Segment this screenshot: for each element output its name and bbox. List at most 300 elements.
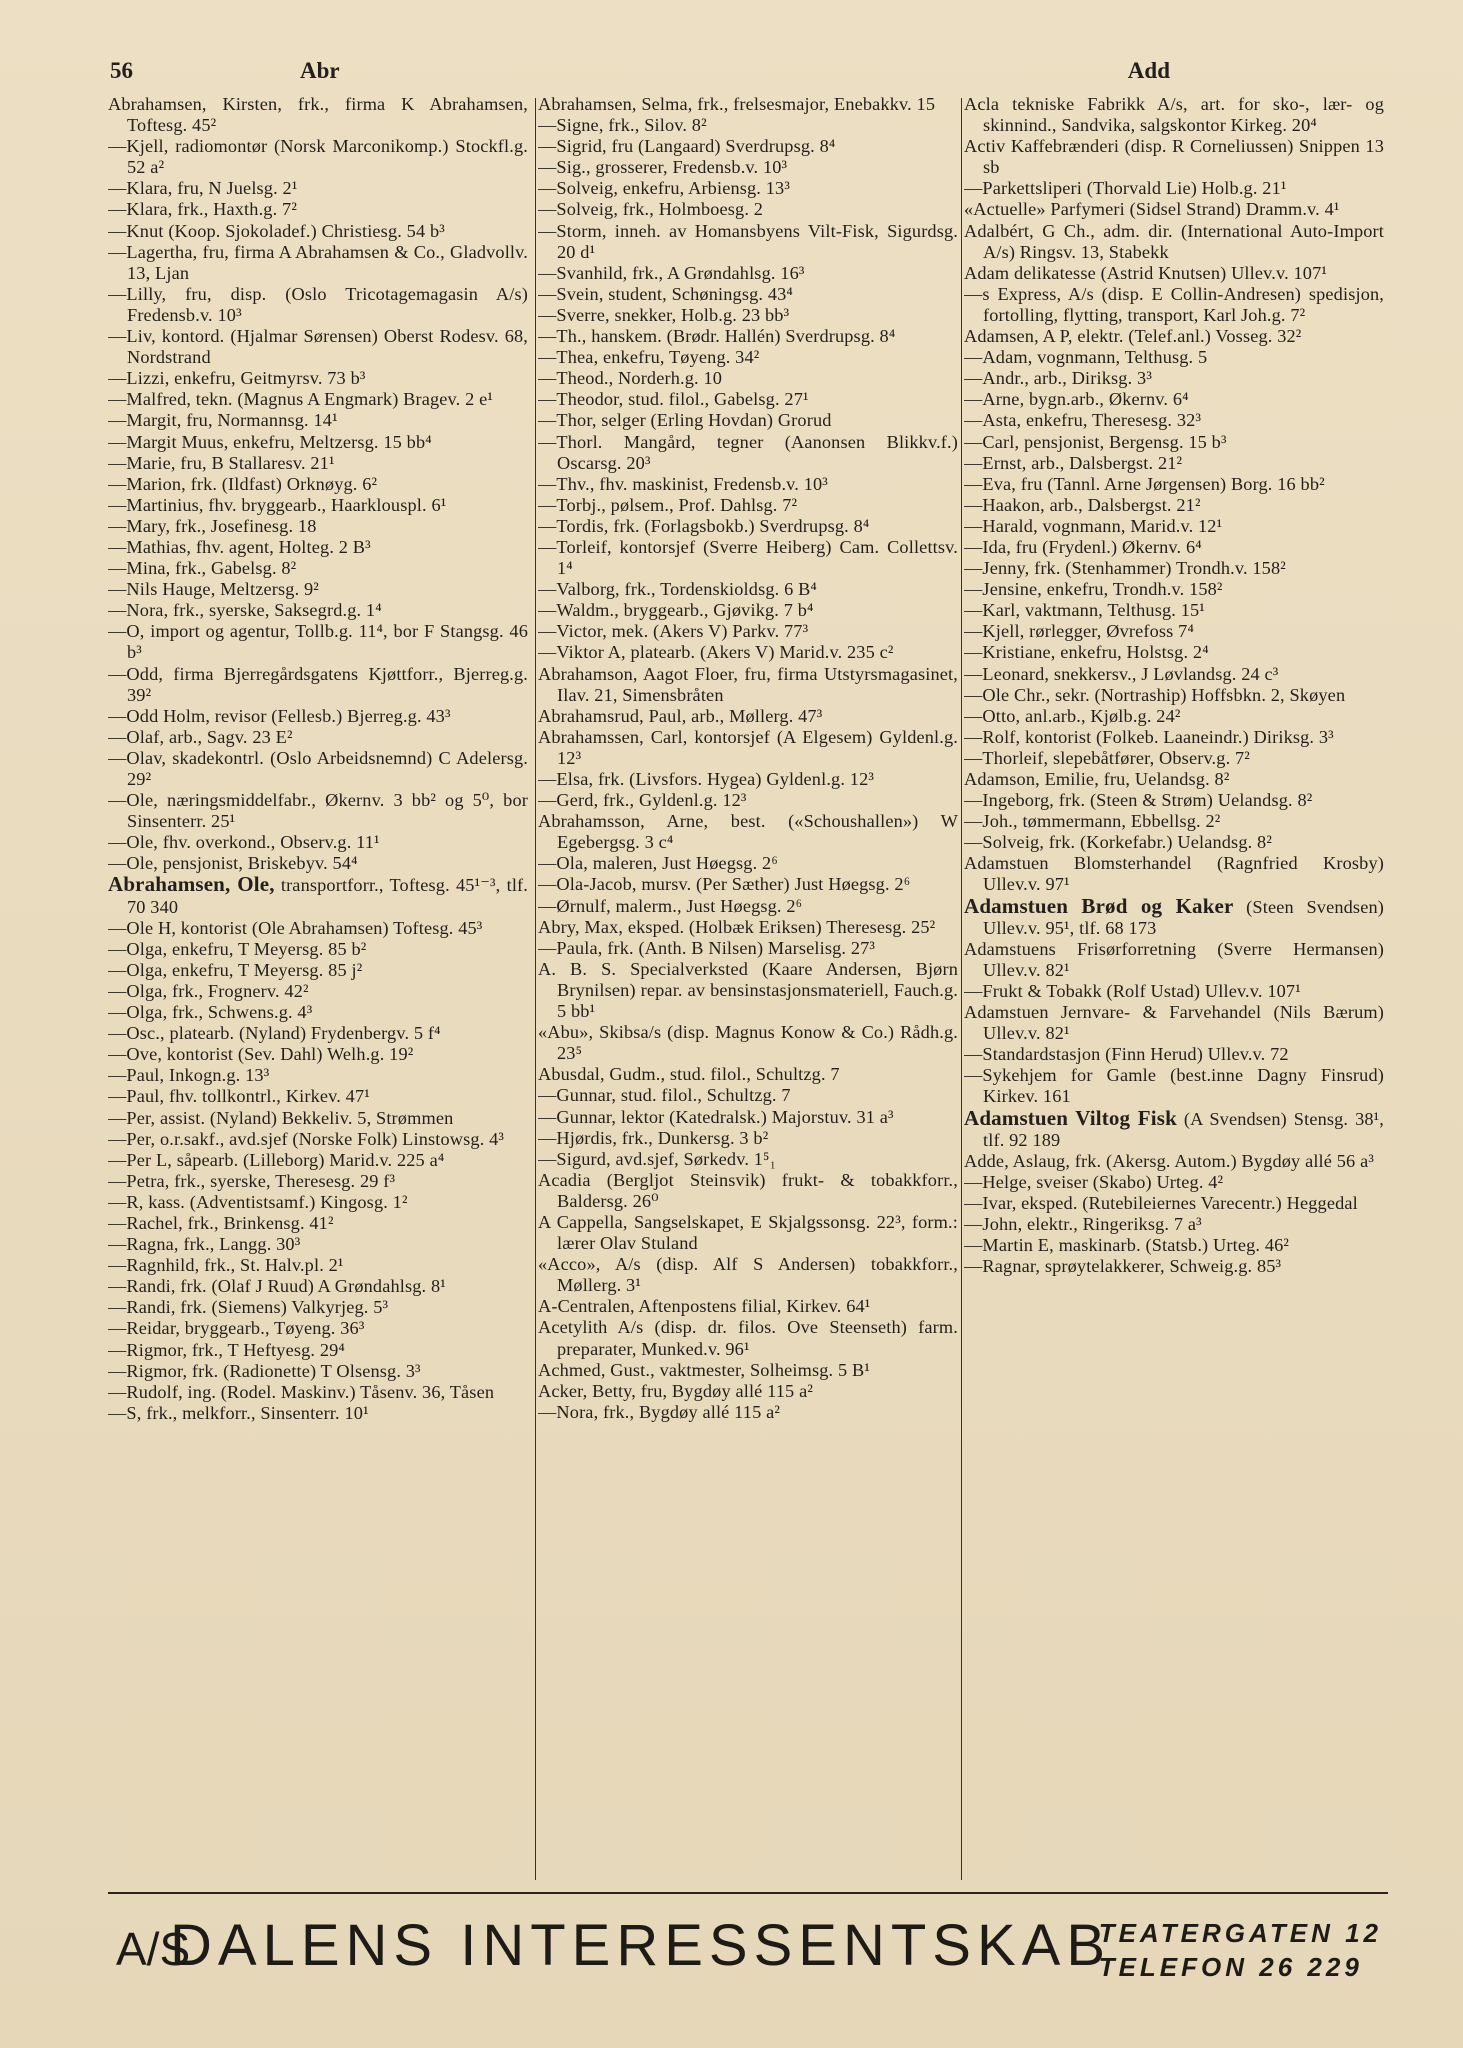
directory-entry	[538, 642, 958, 663]
entry-text: Adamstuens Frisørforretning (Sverre Hermansen) Ullev.v. 82¹	[964, 938, 1384, 980]
entry-text: Abrahamsen, Selma, frk., frelsesmajor, Enebakkv. 15	[538, 94, 936, 114]
entry-text: —Marion, frk. (Ildfast) Orknøyg. 6²	[108, 473, 378, 494]
entry-text: —Svanhild, frk., A Grøndahlsg. 16³	[538, 262, 805, 283]
directory-entry	[538, 938, 958, 959]
directory-entry	[108, 1297, 528, 1318]
directory-entry	[538, 769, 958, 790]
directory-entry	[108, 1023, 528, 1044]
directory-entry	[538, 115, 958, 136]
entry-text: —Joh., tømmermann, Ebbellsg. 2²	[964, 811, 1221, 832]
entry-text: —Olga, frk., Schwens.g. 4³	[108, 1002, 313, 1023]
directory-entry	[964, 178, 1384, 199]
directory-entry	[964, 94, 1384, 136]
directory-entry	[964, 727, 1384, 748]
entry-text: —Rigmor, frk., T Heftyesg. 29⁴	[108, 1339, 345, 1360]
entry-text: transportforr., Toftesg. 45¹⁻³, tlf. 70 340	[127, 875, 528, 917]
entry-text: —Torbj., pølsem., Prof. Dahlsg. 7²	[538, 494, 798, 515]
entry-text: —Ragnhild, frk., St. Halv.pl. 2¹	[108, 1255, 344, 1276]
directory-entry	[964, 1235, 1384, 1256]
entry-text: —Asta, enkefru, Theresesg. 32³	[964, 410, 1202, 431]
directory-entry	[538, 495, 958, 516]
entry-text: Abusdal, Gudm., stud. filol., Schultzg. 7	[538, 1064, 840, 1085]
directory-entry	[538, 221, 958, 263]
entry-text: —Helge, sveiser (Skabo) Urteg. 4²	[964, 1171, 1224, 1192]
entry-text: —Victor, mek. (Akers V) Parkv. 77³	[538, 621, 809, 642]
directory-entry	[964, 347, 1384, 368]
entry-text: Acetylith A/s (disp. dr. filos. Ove Steenseth) farm. preparater, Munked.v. 96¹	[538, 1317, 958, 1359]
directory-entry	[108, 664, 528, 706]
entry-text: —Ole, fhv. overkond., Observ.g. 11¹	[108, 832, 380, 853]
entry-text: —Osc., platearb. (Nyland) Frydenbergv. 5 f⁴	[108, 1023, 441, 1044]
directory-entry	[964, 1044, 1384, 1065]
entry-text: —John, elektr., Ringeriksg. 7 a³	[964, 1213, 1202, 1234]
ad-address-phone: TELEFON 26 229	[1098, 1952, 1363, 1982]
directory-entry	[964, 600, 1384, 621]
directory-entry	[108, 1108, 528, 1129]
entry-text: —Ragnar, sprøytelakkerer, Schweig.g. 85³	[964, 1256, 1282, 1277]
directory-entry	[964, 685, 1384, 706]
entry-heading: Adamstuen Viltog Fisk	[964, 1105, 1177, 1130]
entry-text: —Sverre, snekker, Holb.g. 23 bb³	[538, 304, 790, 325]
directory-entry	[538, 1317, 958, 1359]
entry-text: —Sig., grosserer, Fredensb.v. 10³	[538, 157, 788, 178]
entry-text: «Actuelle» Parfymeri (Sidsel Strand) Dramm.v. 4¹	[964, 199, 1340, 220]
page-number: 56	[110, 58, 133, 83]
entry-text: —Martinius, fhv. bryggearb., Haarklouspl. 6¹	[108, 494, 447, 515]
directory-entry	[538, 1022, 958, 1064]
entry-text: —Adam, vognmann, Telthusg. 5	[964, 347, 1208, 368]
column-divider	[961, 98, 962, 1880]
entry-text: —Theod., Norderh.g. 10	[538, 368, 723, 389]
directory-entry	[538, 347, 958, 368]
directory-columns	[108, 94, 1390, 1894]
entry-text: —Sigrid, fru (Langaard) Sverdrupsg. 8⁴	[538, 136, 836, 157]
entry-text: —Harald, vognmann, Marid.v. 12¹	[964, 515, 1223, 536]
guide-word-left: Abr	[300, 58, 340, 83]
directory-entry	[964, 368, 1384, 389]
directory-entry	[538, 305, 958, 326]
entry-text: —Per L, såpearb. (Lilleborg) Marid.v. 225 a⁴	[108, 1149, 445, 1170]
directory-entry	[108, 221, 528, 242]
directory-entry	[964, 516, 1384, 537]
entry-text: —Ingeborg, frk. (Steen & Strøm) Uelandsg. 8²	[964, 790, 1313, 811]
guide-word-right: Add	[1127, 58, 1170, 83]
directory-entry	[964, 453, 1384, 474]
entry-text: —Storm, inneh. av Homansbyens Vilt-Fisk, Sigurdsg. 20 d¹	[538, 220, 958, 262]
entry-text: —Randi, frk. (Olaf J Ruud) A Grøndahlsg. 8¹	[108, 1276, 446, 1297]
entry-text: —Odd Holm, revisor (Fellesb.) Bjerreg.g. 43³	[108, 705, 451, 726]
directory-entry	[108, 453, 528, 474]
directory-entry	[108, 706, 528, 727]
directory-entry	[108, 960, 528, 981]
directory-entry	[108, 199, 528, 220]
entry-text: —Olga, frk., Frognerv. 42²	[108, 980, 309, 1001]
directory-entry	[964, 537, 1384, 558]
entry-text: —Ragna, frk., Langg. 30³	[108, 1234, 301, 1255]
entry-text: —Martin E, maskinarb. (Statsb.) Urteg. 46²	[964, 1235, 1290, 1256]
directory-entry	[538, 199, 958, 220]
entry-text: Activ Kaffebrænderi (disp. R Corneliussen) Snippen 13 sb	[964, 136, 1384, 178]
entry-text: —Ørnulf, malerm., Just Høegsg. 2⁶	[538, 895, 803, 916]
ad-company-prefix: A/S	[116, 1923, 191, 1975]
directory-entry	[538, 1170, 958, 1212]
directory-entry	[964, 832, 1384, 853]
directory-entry	[538, 326, 958, 347]
entry-text: —Solveig, enkefru, Arbiensg. 13³	[538, 178, 790, 199]
directory-entry	[964, 136, 1384, 178]
directory-entry	[964, 853, 1384, 895]
ad-address-street: TEATERGATEN 12	[1098, 1918, 1382, 1948]
column-1	[108, 94, 528, 1894]
directory-entry	[108, 474, 528, 495]
directory-entry	[538, 1064, 958, 1085]
directory-entry	[964, 811, 1384, 832]
entry-text: —Lilly, fru, disp. (Oslo Tricotagemagasin A/s) Fredensb.v. 10³	[108, 283, 528, 325]
directory-entry	[964, 474, 1384, 495]
directory-entry	[108, 853, 528, 874]
directory-entry	[108, 1213, 528, 1234]
entry-text: Abrahamssen, Carl, kontorsjef (A Elgesem) Gyldenl.g. 12³	[538, 726, 958, 768]
directory-entry	[108, 410, 528, 431]
directory-entry	[538, 368, 958, 389]
entry-text: —Andr., arb., Diriksg. 3³	[964, 368, 1152, 389]
entry-text: Adamstuen Jernvare- & Farvehandel (Nils Bærum) Ullev.v. 82¹	[964, 1002, 1384, 1044]
directory-entry	[108, 136, 528, 178]
entry-text: —Ola, maleren, Just Høegsg. 2⁶	[538, 853, 778, 874]
directory-entry	[108, 1382, 528, 1403]
entry-text: Abrahamsson, Arne, best. («Schoushallen») W Egebergsg. 3 c⁴	[538, 811, 958, 853]
directory-entry	[964, 221, 1384, 263]
directory-entry	[108, 516, 528, 537]
directory-entry	[964, 1105, 1384, 1151]
directory-entry	[108, 939, 528, 960]
advertisement-banner	[108, 1892, 1388, 2004]
column-divider	[535, 98, 536, 1880]
column-2	[538, 94, 958, 1894]
entry-text: —Margit Muus, enkefru, Meltzersg. 15 bb⁴	[108, 431, 432, 452]
entry-text: —Per, assist. (Nyland) Bekkeliv. 5, Strømmen	[108, 1107, 454, 1128]
entry-text: —Signe, frk., Silov. 8²	[538, 115, 707, 136]
ad-address	[1099, 1916, 1382, 1984]
directory-entry	[108, 94, 528, 136]
entry-text: —Nora, frk., Bygdøy allé 115 a²	[538, 1401, 780, 1422]
entry-text: Adam delikatesse (Astrid Knutsen) Ullev.v. 107¹	[964, 262, 1328, 283]
entry-text: —Margit, fru, Normannsg. 14¹	[108, 410, 338, 431]
entry-text: —Ivar, eksped. (Rutebileiernes Varecentr.) Heggedal	[964, 1192, 1358, 1213]
directory-entry	[108, 1192, 528, 1213]
directory-entry	[108, 1171, 528, 1192]
directory-entry	[108, 284, 528, 326]
entry-text: Acla tekniske Fabrikk A/s, art. for sko-, lær- og skinnind., Sandvika, salgskontor Kirkeg. 20⁴	[964, 94, 1384, 136]
directory-entry	[108, 621, 528, 663]
directory-entry	[964, 432, 1384, 453]
entry-text: Acadia (Bergljot Steinsvik) frukt- & tobakkforr., Baldersg. 26⁰	[538, 1169, 958, 1211]
entry-text: —Haakon, arb., Dalsbergst. 21²	[964, 494, 1201, 515]
entry-text: —R, kass. (Adventistsamf.) Kingosg. 1²	[108, 1191, 408, 1212]
entry-text: —Thor, selger (Erling Hovdan) Grorud	[538, 410, 832, 431]
entry-text: —Reidar, bryggearb., Tøyeng. 36³	[108, 1318, 365, 1339]
directory-entry	[108, 918, 528, 939]
entry-text: —Ole Chr., sekr. (Nortraship) Hoffsbkn. 2, Skøyen	[964, 684, 1346, 705]
directory-entry	[964, 893, 1384, 939]
entry-text: Adde, Aslaug, frk. (Akersg. Autom.) Bygdøy allé 56 a³	[964, 1150, 1374, 1171]
entry-text: —Mary, frk., Josefinesg. 18	[108, 515, 317, 536]
directory-entry	[538, 896, 958, 917]
entry-text: —Waldm., bryggearb., Gjøvikg. 7 b⁴	[538, 600, 814, 621]
entry-text: —S, frk., melkforr., Sinsenterr. 10¹	[108, 1402, 369, 1423]
entry-text: —Ove, kontorist (Sev. Dahl) Welh.g. 19²	[108, 1044, 414, 1065]
entry-text: Abrahamsen, Kirsten, frk., firma K Abrahamsen, Toftesg. 45²	[108, 94, 528, 136]
entry-text: —Kristiane, enkefru, Holstsg. 2⁴	[964, 642, 1209, 663]
directory-entry	[964, 981, 1384, 1002]
directory-entry	[538, 1107, 958, 1128]
entry-text: —Torleif, kontorsjef (Sverre Heiberg) Cam. Collettsv. 1⁴	[538, 536, 958, 579]
directory-entry	[108, 1340, 528, 1361]
directory-entry	[108, 727, 528, 748]
directory-entry	[538, 727, 958, 769]
entry-text: —Ernst, arb., Dalsbergst. 21²	[964, 452, 1183, 473]
entry-text: —Solveig, frk., Holmboesg. 2	[538, 199, 764, 220]
directory-entry	[538, 1149, 958, 1170]
directory-entry	[964, 664, 1384, 685]
directory-entry	[108, 1044, 528, 1065]
directory-entry	[964, 1193, 1384, 1214]
directory-entry	[108, 242, 528, 284]
entry-text: —Nils Hauge, Meltzersg. 9²	[108, 579, 319, 600]
directory-entry	[538, 811, 958, 853]
directory-entry	[538, 1254, 958, 1296]
directory-entry	[964, 1065, 1384, 1107]
entry-text: —Th., hanskem. (Brødr. Hallén) Sverdrupsg. 8⁴	[538, 326, 896, 347]
entry-text: (A Svendsen) Stensg. 38¹, tlf. 92 189	[983, 1108, 1384, 1150]
entry-heading: Adamstuen Brød og Kaker	[964, 893, 1234, 918]
directory-entry	[108, 558, 528, 579]
directory-entry	[964, 199, 1384, 220]
directory-entry	[964, 1002, 1384, 1044]
entry-text: —Parkettsliperi (Thorvald Lie) Holb.g. 21¹	[964, 178, 1287, 199]
directory-entry	[108, 1065, 528, 1086]
entry-text: —Otto, anl.arb., Kjølb.g. 24²	[964, 705, 1181, 726]
directory-entry	[538, 1128, 958, 1149]
entry-text: —Theodor, stud. filol., Gabelsg. 27¹	[538, 389, 809, 410]
directory-entry	[538, 664, 958, 706]
entry-text: —Paula, frk. (Anth. B Nilsen) Marselisg. 27³	[538, 937, 876, 958]
directory-entry	[538, 178, 958, 199]
entry-text: —Svein, student, Schøningsg. 43⁴	[538, 283, 793, 304]
directory-entry	[108, 432, 528, 453]
entry-text: —Sigurd, avd.sjef, Sørkedv. 1⁵₁	[538, 1148, 777, 1169]
entry-text: —Hjørdis, frk., Dunkersg. 3 b²	[538, 1127, 769, 1148]
directory-entry	[108, 579, 528, 600]
directory-entry	[538, 410, 958, 431]
directory-entry	[538, 136, 958, 157]
entry-text: —Paul, Inkogn.g. 13³	[108, 1065, 270, 1086]
entry-text: —Solveig, frk. (Korkefabr.) Uelandsg. 8²	[964, 832, 1272, 853]
directory-entry	[538, 1381, 958, 1402]
entry-text: —Rolf, kontorist (Folkeb. Laaneindr.) Diriksg. 3³	[964, 726, 1334, 747]
entry-text: —Mina, frk., Gabelsg. 8²	[108, 558, 297, 579]
directory-entry	[964, 621, 1384, 642]
directory-entry	[538, 432, 958, 474]
directory-entry	[108, 1002, 528, 1023]
entry-text: —Elsa, frk. (Livsfors. Hygea) Gyldenl.g. 12³	[538, 769, 874, 789]
entry-text: Achmed, Gust., vaktmester, Solheimsg. 5 B¹	[538, 1359, 870, 1380]
entry-text: —Viktor A, platearb. (Akers V) Marid.v. 235 c²	[538, 642, 894, 663]
directory-entry	[964, 1151, 1384, 1172]
entry-text: —Rudolf, ing. (Rodel. Maskinv.) Tåsenv. 36, Tåsen	[108, 1381, 495, 1402]
directory-entry	[108, 600, 528, 621]
directory-entry	[538, 874, 958, 895]
entry-text: —Lagertha, fru, firma A Abrahamsen & Co., Gladvollv. 13, Ljan	[108, 241, 528, 283]
entry-text: A. B. S. Specialverksted (Kaare Andersen, Bjørn Brynilsen) repar. av bensinstasjonsmateriell, Fauch.g. 5 bb¹	[538, 958, 958, 1022]
directory-entry	[538, 1402, 958, 1423]
entry-text: —Malfred, tekn. (Magnus A Engmark) Bragev. 2 e¹	[108, 389, 494, 410]
entry-text: —Jenny, frk. (Stenhammer) Trondh.v. 158²	[964, 558, 1286, 579]
column-3	[964, 94, 1384, 1894]
entry-text: —Klara, fru, N Juelsg. 2¹	[108, 178, 298, 199]
entry-text: Abry, Max, eksped. (Holbæk Eriksen) Theresesg. 25²	[538, 916, 936, 937]
directory-entry	[538, 706, 958, 727]
directory-entry	[964, 642, 1384, 663]
directory-entry	[538, 157, 958, 178]
directory-entry	[108, 1318, 528, 1339]
entry-text: A-Centralen, Aftenpostens filial, Kirkev. 64¹	[538, 1296, 871, 1317]
directory-entry	[538, 263, 958, 284]
entry-text: —Ole H, kontorist (Ole Abrahamsen) Toftesg. 45³	[108, 917, 483, 938]
directory-entry	[538, 853, 958, 874]
entry-text: —Gerd, frk., Gyldenl.g. 12³	[538, 790, 747, 811]
entry-text: —Kjell, radiomontør (Norsk Marconikomp.) Stockfl.g. 52 a²	[108, 136, 528, 178]
directory-entry	[964, 284, 1384, 326]
entry-text: —Ole, pensjonist, Briskebyv. 54⁴	[108, 853, 358, 874]
directory-entry	[964, 558, 1384, 579]
directory-entry	[108, 1129, 528, 1150]
entry-text: Adamsen, A P, elektr. (Telef.anl.) Vosseg. 32²	[964, 326, 1302, 347]
directory-entry	[108, 1234, 528, 1255]
directory-entry	[964, 939, 1384, 981]
entry-text: (Steen Svendsen) Ullev.v. 95¹, tlf. 68 173	[983, 896, 1384, 938]
directory-entry	[538, 959, 958, 1022]
entry-text: —Frukt & Tobakk (Rolf Ustad) Ullev.v. 107¹	[964, 980, 1301, 1001]
directory-entry	[538, 474, 958, 495]
entry-text: —Olav, skadekontrl. (Oslo Arbeidsnemnd) C Adelersg. 29²	[108, 747, 528, 789]
directory-entry	[108, 1276, 528, 1297]
entry-text: —Lizzi, enkefru, Geitmyrsv. 73 b³	[108, 368, 366, 389]
entry-text: —Randi, frk. (Siemens) Valkyrjeg. 5³	[108, 1297, 389, 1318]
directory-entry	[964, 579, 1384, 600]
directory-entry	[108, 1361, 528, 1382]
directory-entry	[964, 495, 1384, 516]
directory-entry	[108, 1255, 528, 1276]
directory-entry	[108, 1150, 528, 1171]
directory-entry	[964, 1256, 1384, 1277]
entry-heading: Abrahamsen, Ole,	[108, 872, 275, 897]
directory-entry	[964, 790, 1384, 811]
entry-text: —O, import og agentur, Tollb.g. 11⁴, bor F Stangsg. 46 b³	[108, 621, 528, 663]
entry-text: —Eva, fru (Tannl. Arne Jørgensen) Borg. 16 bb²	[964, 473, 1325, 494]
entry-text: —Kjell, rørlegger, Øvrefoss 7⁴	[964, 621, 1194, 642]
entry-text: Adamstuen Blomsterhandel (Ragnfried Krosby) Ullev.v. 97¹	[964, 853, 1384, 895]
entry-text: —Olga, enkefru, T Meyersg. 85 b²	[108, 938, 367, 959]
directory-entry	[108, 874, 528, 917]
directory-entry	[538, 917, 958, 938]
directory-entry	[964, 769, 1384, 790]
directory-entry	[964, 263, 1384, 284]
entry-text: —Leonard, snekkersv., J Løvlandsg. 24 c³	[964, 663, 1279, 684]
entry-text: —Marie, fru, B Stallaresv. 21¹	[108, 452, 335, 473]
entry-text: A Cappella, Sangselskapet, E Skjalgssonsg. 22³, form.: lærer Olav Stuland	[538, 1211, 958, 1254]
entry-text: Adalbért, G Ch., adm. dir. (International Auto-Import A/s) Ringsv. 13, Stabekk	[964, 220, 1384, 262]
entry-text: —Petra, frk., syerske, Theresesg. 29 f³	[108, 1170, 396, 1191]
entry-text: —Mathias, fhv. agent, Holteg. 2 B³	[108, 536, 371, 557]
entry-text: —Standardstasjon (Finn Herud) Ullev.v. 72	[964, 1044, 1289, 1065]
directory-entry	[108, 1086, 528, 1107]
entry-text: —Odd, firma Bjerregårdsgatens Kjøttforr., Bjerreg.g. 39²	[108, 663, 528, 705]
directory-entry	[108, 178, 528, 199]
entry-text: —Ida, fru (Frydenl.) Økernv. 6⁴	[964, 536, 1202, 557]
directory-entry	[538, 284, 958, 305]
entry-text: —Per, o.r.sakf., avd.sjef (Norske Folk) Linstowsg. 4³	[108, 1128, 505, 1149]
entry-text: —Thorl. Mangård, tegner (Aanonsen Blikkv.f.) Oscarsg. 20³	[538, 431, 958, 473]
entry-text: —Rachel, frk., Brinkensg. 41²	[108, 1212, 334, 1233]
entry-text: Abrahamsrud, Paul, arb., Møllerg. 47³	[538, 705, 823, 726]
directory-entry	[964, 1214, 1384, 1235]
entry-text: —Gunnar, stud. filol., Schultzg. 7	[538, 1085, 791, 1106]
directory-entry	[108, 389, 528, 410]
entry-text: —Klara, frk., Haxth.g. 7²	[108, 199, 297, 220]
entry-text: —Rigmor, frk. (Radionette) T Olsensg. 3³	[108, 1360, 421, 1381]
directory-entry	[538, 1360, 958, 1381]
directory-entry	[538, 600, 958, 621]
entry-text: «Abu», Skibsa/s (disp. Magnus Konow & Co.) Rådh.g. 23⁵	[538, 1022, 958, 1064]
directory-entry	[964, 326, 1384, 347]
directory-entry	[538, 579, 958, 600]
entry-text: —Ola-Jacob, mursv. (Per Sæther) Just Høegsg. 2⁶	[538, 874, 911, 895]
entry-text: Abrahamson, Aagot Floer, fru, firma Utstyrsmagasinet, Ilav. 21, Simensbråten	[538, 663, 958, 705]
directory-entry	[108, 326, 528, 368]
directory-entry	[538, 94, 958, 115]
ad-company-name: DALENS INTERESSENTSKAB	[170, 1913, 1111, 1978]
entry-text: «Acco», A/s (disp. Alf S Andersen) tobakkforr., Møllerg. 3¹	[538, 1254, 958, 1296]
entry-text: —s Express, A/s (disp. E Collin-Andresen) spedisjon, fortolling, flytting, transport, Karl Joh.g. 7²	[964, 283, 1384, 325]
page-header	[110, 58, 1170, 88]
entry-text: —Thea, enkefru, Tøyeng. 34²	[538, 347, 760, 368]
directory-entry	[108, 537, 528, 558]
entry-text: —Olga, enkefru, T Meyersg. 85 j²	[108, 959, 363, 980]
directory-entry	[538, 790, 958, 811]
directory-entry	[538, 1296, 958, 1317]
directory-entry	[108, 748, 528, 790]
directory-entry	[108, 495, 528, 516]
directory-entry	[108, 832, 528, 853]
directory-entry	[108, 368, 528, 389]
entry-text: —Carl, pensjonist, Bergensg. 15 b³	[964, 431, 1227, 452]
directory-entry	[538, 537, 958, 579]
directory-entry	[108, 981, 528, 1002]
entry-text: —Jensine, enkefru, Trondh.v. 158²	[964, 579, 1223, 600]
directory-entry	[538, 516, 958, 537]
directory-entry	[964, 389, 1384, 410]
entry-text: —Thorleif, slepebåtfører, Observ.g. 7²	[964, 747, 1250, 768]
entry-text: —Tordis, frk. (Forlagsbokb.) Sverdrupsg. 8⁴	[538, 515, 870, 536]
entry-text: —Thv., fhv. maskinist, Fredensb.v. 10³	[538, 473, 828, 494]
directory-entry	[108, 790, 528, 832]
entry-text: —Ole, næringsmiddelfabr., Økernv. 3 bb² og 5⁰, bor Sinsenterr. 25¹	[108, 790, 528, 832]
entry-text: —Knut (Koop. Sjokoladef.) Christiesg. 54 b³	[108, 220, 445, 241]
directory-entry	[538, 621, 958, 642]
entry-text: —Karl, vaktmann, Telthusg. 15¹	[964, 600, 1205, 621]
directory-entry	[538, 1212, 958, 1254]
